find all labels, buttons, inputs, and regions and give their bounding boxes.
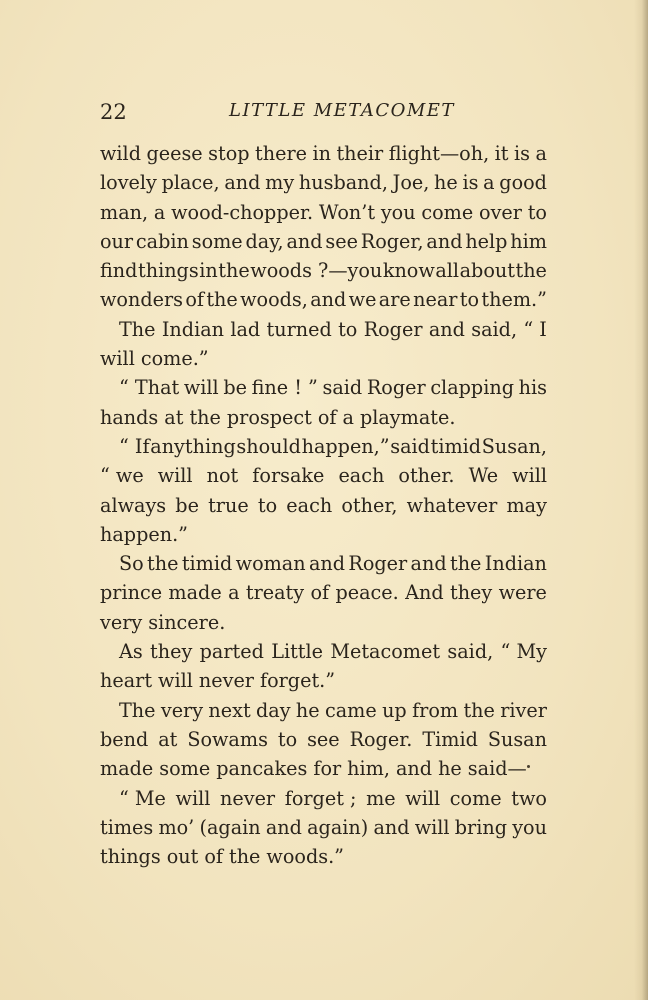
word: all xyxy=(435,259,460,283)
word: about xyxy=(459,259,515,283)
word: Roger. xyxy=(349,727,413,751)
word: see xyxy=(307,727,340,751)
word: times xyxy=(100,815,154,839)
word: Joe, xyxy=(392,171,430,195)
word: he xyxy=(438,757,462,781)
word: up xyxy=(382,698,407,722)
word: you xyxy=(380,200,416,224)
text-line xyxy=(100,842,547,871)
word: is xyxy=(514,142,530,165)
word: for xyxy=(313,757,342,781)
word: day, xyxy=(245,229,284,253)
word: over xyxy=(479,200,522,224)
word: will xyxy=(100,347,135,371)
text-line xyxy=(100,139,547,168)
word: may xyxy=(506,493,547,517)
word: he xyxy=(434,171,458,195)
word: prospect xyxy=(226,405,312,429)
word: heart xyxy=(100,669,153,693)
word: said, xyxy=(447,640,494,664)
word: The xyxy=(119,317,156,341)
word: Roger xyxy=(366,376,426,400)
word: to xyxy=(277,727,298,751)
text-line xyxy=(100,813,547,842)
word: to xyxy=(257,493,278,517)
word: Indian xyxy=(161,317,224,341)
page-edge xyxy=(634,0,648,1000)
word: wonders xyxy=(100,288,183,312)
word: and xyxy=(410,552,447,576)
word: mo’ xyxy=(158,815,195,839)
word: and xyxy=(426,229,463,253)
word: there xyxy=(255,142,307,165)
word: the xyxy=(147,552,179,576)
word: the xyxy=(463,698,495,722)
word: not xyxy=(206,464,239,488)
word: his xyxy=(518,376,547,400)
text-line xyxy=(100,256,547,285)
word: come xyxy=(421,200,474,224)
word: playmate. xyxy=(359,405,456,429)
text-line xyxy=(100,373,547,402)
word: Roger xyxy=(348,552,408,576)
text-line xyxy=(100,725,547,754)
word: things xyxy=(100,845,161,869)
word: whatever xyxy=(406,493,498,517)
word: peace. xyxy=(335,581,399,605)
text-line xyxy=(100,344,547,373)
word: near xyxy=(413,288,458,312)
word: said xyxy=(390,434,430,458)
word: the xyxy=(189,405,221,429)
word: a xyxy=(228,581,240,605)
text-line xyxy=(100,666,547,695)
word: the xyxy=(228,845,261,869)
text-line xyxy=(100,285,547,314)
word: said— xyxy=(467,757,527,781)
word: “ we xyxy=(100,464,144,488)
word: treaty xyxy=(245,581,305,605)
word: prince xyxy=(100,581,163,605)
word: of xyxy=(204,845,223,869)
text-line xyxy=(100,578,547,607)
text-line xyxy=(100,696,547,725)
word: out xyxy=(166,845,199,869)
word: Susan, xyxy=(481,434,547,458)
word: will xyxy=(414,815,450,839)
word: me xyxy=(366,786,396,810)
word: never xyxy=(198,669,254,693)
word: Sowams xyxy=(187,727,268,751)
word: bring xyxy=(454,815,507,839)
text-line xyxy=(100,608,547,637)
word: stop xyxy=(208,142,250,165)
word: and xyxy=(428,317,465,341)
word: husband, xyxy=(298,171,388,195)
word: and xyxy=(373,815,410,839)
word: always xyxy=(100,493,167,517)
word: anything xyxy=(150,434,236,458)
word: at xyxy=(158,727,178,751)
word: know xyxy=(382,259,435,283)
word: come.” xyxy=(140,347,209,371)
word: As xyxy=(119,640,143,664)
word: wild xyxy=(100,142,141,165)
word: and xyxy=(286,229,323,253)
word: him xyxy=(510,229,547,253)
word: some xyxy=(191,229,243,253)
word: of xyxy=(185,288,204,312)
word: will xyxy=(405,786,441,810)
word: Timid xyxy=(422,727,478,751)
word: is xyxy=(462,171,479,195)
word: a xyxy=(342,405,354,429)
word: happen.” xyxy=(100,522,188,546)
word: Roger xyxy=(363,317,423,341)
word: Little xyxy=(271,640,324,664)
word: Metacomet xyxy=(330,640,441,664)
text-line xyxy=(100,403,547,432)
word: are xyxy=(378,288,411,312)
word: each xyxy=(286,493,333,517)
word: “ My xyxy=(500,640,547,664)
word: him, xyxy=(347,757,390,781)
word: And xyxy=(405,581,444,605)
word: “ That xyxy=(119,376,180,400)
word: geese xyxy=(146,142,203,165)
word: woman xyxy=(235,552,306,576)
word: timid xyxy=(430,434,482,458)
word: lovely xyxy=(100,171,157,195)
print-speck xyxy=(527,765,530,768)
word: clapping xyxy=(430,376,514,400)
word: at xyxy=(164,405,184,429)
word: a xyxy=(483,171,495,195)
word: in xyxy=(199,259,218,283)
word: timid xyxy=(181,552,233,576)
word: other, xyxy=(341,493,398,517)
word: be xyxy=(223,376,247,400)
word: true xyxy=(208,493,249,517)
word: “ I xyxy=(523,317,547,341)
text-line xyxy=(100,168,547,197)
word: they xyxy=(150,640,193,664)
word: you xyxy=(512,815,547,839)
word: wood-chopper. xyxy=(171,200,314,224)
word: other. xyxy=(398,464,455,488)
word: a xyxy=(535,142,547,165)
word: man, xyxy=(100,200,149,224)
word: very xyxy=(160,698,204,722)
word: made xyxy=(168,581,222,605)
word: sincere. xyxy=(148,610,226,634)
text-line xyxy=(100,637,547,666)
word: their xyxy=(336,142,384,165)
word: came xyxy=(324,698,377,722)
word: good xyxy=(499,171,547,195)
word: So xyxy=(119,552,144,576)
word: of xyxy=(310,581,330,605)
word: “ If xyxy=(119,434,150,458)
word: will xyxy=(183,376,219,400)
word: and xyxy=(308,552,346,576)
running-title: LITTLE METACOMET xyxy=(229,100,455,121)
word: will xyxy=(175,786,211,810)
word: it xyxy=(494,142,509,165)
word: The xyxy=(119,698,156,722)
word: will xyxy=(157,464,193,488)
word: our xyxy=(100,229,134,253)
word: the xyxy=(515,259,547,283)
word: will xyxy=(512,464,547,488)
page-header xyxy=(100,100,550,130)
text-line xyxy=(100,784,547,813)
body-text xyxy=(100,139,547,871)
word: two xyxy=(511,786,547,810)
word: fine ! ” xyxy=(251,376,318,400)
word: some xyxy=(159,757,211,781)
word: woods, xyxy=(240,288,308,312)
word: and xyxy=(224,171,261,195)
word: next xyxy=(208,698,251,722)
text-line xyxy=(100,520,547,549)
word: the xyxy=(449,552,482,576)
word: to xyxy=(338,317,358,341)
word: happen,” xyxy=(301,434,390,458)
word: Won’t xyxy=(318,200,376,224)
word: “ Me xyxy=(119,786,166,810)
word: Roger, xyxy=(360,229,424,253)
page-number: 22 xyxy=(100,100,127,124)
word: to xyxy=(459,288,480,312)
word: river xyxy=(500,698,547,722)
word: each xyxy=(338,464,385,488)
word: we xyxy=(348,288,377,312)
word: lad xyxy=(230,317,261,341)
text-line xyxy=(100,432,547,461)
word: parted xyxy=(199,640,264,664)
word: from xyxy=(412,698,459,722)
text-line xyxy=(100,198,547,227)
word: (again xyxy=(199,815,261,839)
word: flight—oh, xyxy=(388,142,490,165)
word: said, xyxy=(471,317,518,341)
word: be xyxy=(175,493,199,517)
text-line xyxy=(100,227,547,256)
word: and xyxy=(265,815,302,839)
word: will xyxy=(158,669,193,693)
word: We xyxy=(468,464,499,488)
word: woods.” xyxy=(266,845,344,869)
word: things xyxy=(138,259,199,283)
word: the xyxy=(218,259,250,283)
word: Indian xyxy=(484,552,547,576)
word: they xyxy=(449,581,493,605)
word: in xyxy=(312,142,331,165)
word: my xyxy=(265,171,295,195)
word: woods ?—you xyxy=(250,259,383,283)
word: said xyxy=(322,376,363,400)
word: and xyxy=(310,288,347,312)
word: see xyxy=(325,229,358,253)
word: day xyxy=(256,698,291,722)
word: find xyxy=(100,259,138,283)
word: he xyxy=(295,698,320,722)
word: never xyxy=(220,786,276,810)
word: very xyxy=(100,610,143,634)
word: pancakes xyxy=(216,757,308,781)
word: turned xyxy=(266,317,332,341)
word: forget.” xyxy=(259,669,336,693)
word: them.” xyxy=(481,288,547,312)
word: cabin xyxy=(135,229,189,253)
text-line xyxy=(100,461,547,490)
word: help xyxy=(465,229,508,253)
word: and xyxy=(395,757,433,781)
word: forsake xyxy=(252,464,325,488)
word: bend xyxy=(100,727,149,751)
text-line xyxy=(100,491,547,520)
word: to xyxy=(527,200,547,224)
text-line xyxy=(100,754,547,783)
word: hands xyxy=(100,405,159,429)
word: were xyxy=(498,581,547,605)
word: a xyxy=(153,200,166,224)
word: forget ; xyxy=(284,786,357,810)
word: the xyxy=(206,288,238,312)
word: come xyxy=(449,786,502,810)
word: place, xyxy=(161,171,220,195)
word: made xyxy=(100,757,154,781)
word: again) xyxy=(307,815,369,839)
text-line xyxy=(100,549,547,578)
word: of xyxy=(317,405,337,429)
text-line xyxy=(100,315,547,344)
word: Susan xyxy=(487,727,547,751)
word: should xyxy=(236,434,301,458)
